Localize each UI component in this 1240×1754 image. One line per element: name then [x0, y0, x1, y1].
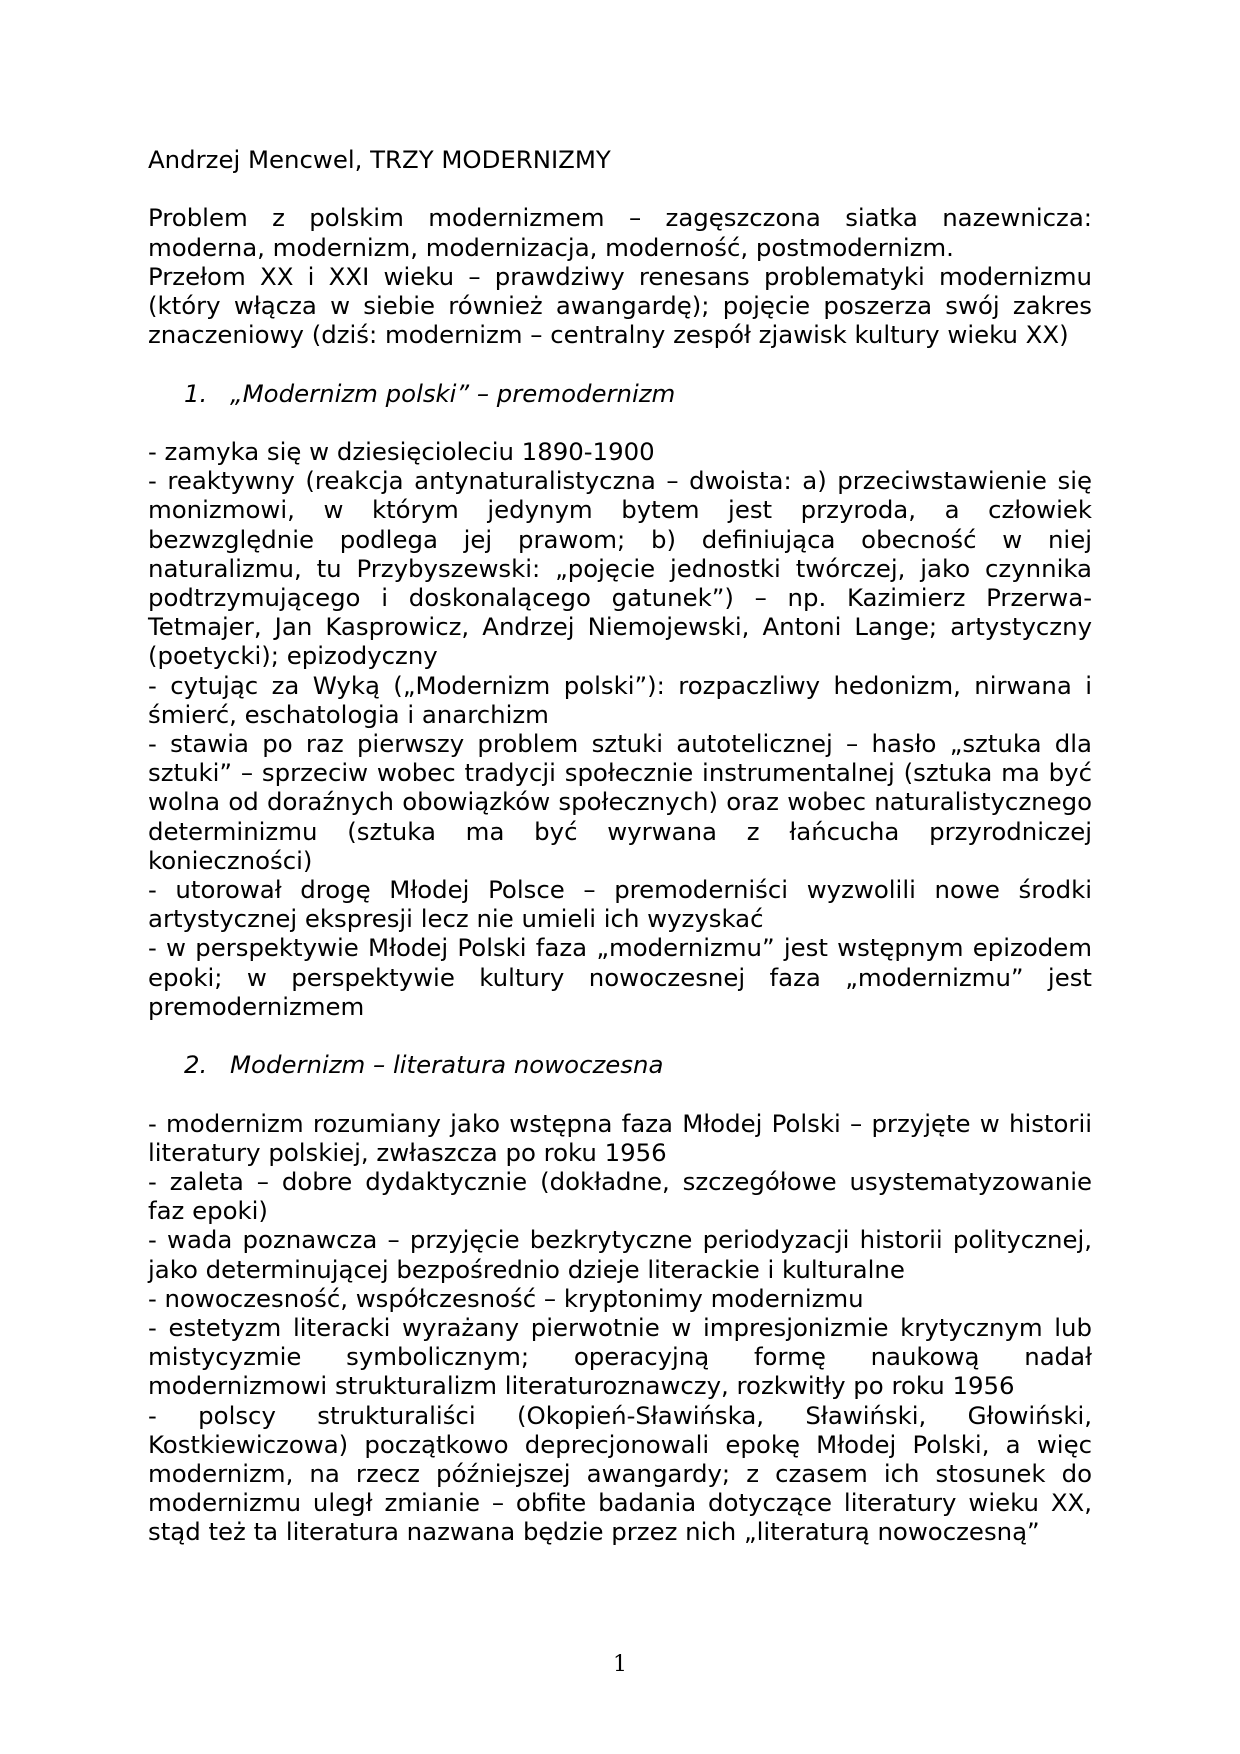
spacer	[148, 1021, 1092, 1050]
list-item: - nowoczesność, współczesność – kryptonimy modernizmu	[148, 1283, 864, 1313]
list-item: - utorował drogę Młodej Polsce – premoderniści wyzwolili nowe środki artystycznej ekspresji lecz nie umieli ich wyzyskać	[148, 875, 1092, 934]
section-number: 2.	[184, 1050, 208, 1080]
section-heading	[148, 1050, 1092, 1079]
spacer	[148, 349, 1092, 378]
section-heading	[148, 379, 1092, 408]
document-title: Andrzej Mencwel, TRZY MODERNIZMY	[148, 145, 611, 174]
list-item: - polscy strukturaliści (Okopień-Sławińska, Sławiński, Głowiński, Kostkiewiczowa) początkowo deprecjonowali epokę Młodej Polski, a więc modernizm, na rzecz późniejszej awangardy; z czasem ich stosunek do modernizmu uległ zmianie – obfite badania dotyczące literatury wieku XX, stąd też ta literatura nazwana będzie przez nich „literaturą nowoczesną”	[148, 1400, 1092, 1547]
list-item: - wada poznawcza – przyjęcie bezkrytyczne periodyzacji historii politycznej, jako determinującej bezpośrednio dzieje literackie i kulturalne	[148, 1225, 1092, 1284]
list-item: - cytując za Wyką („Modernizm polski”): rozpaczliwy hedonizm, nirwana i śmierć, eschatologia i anarchizm	[148, 670, 1092, 729]
list-item: - estetyzm literacki wyrażany pierwotnie w impresjonizmie krytycznym lub mistycyzmie symbolicznym; operacyjną formę naukową nadał modernizmowi strukturalizm literaturoznawczy, rozkwitły po roku 1956	[148, 1313, 1092, 1401]
section-number: 1.	[184, 378, 208, 408]
intro-paragraph: Problem z polskim modernizmem – zagęszczona siatka nazewnicza: moderna, modernizm, modernizacja, moderność, postmodernizm.	[148, 203, 1092, 262]
spacer	[148, 408, 1092, 437]
section-title: Modernizm – literatura nowoczesna	[230, 1050, 664, 1080]
list-item: - w perspektywie Młodej Polski faza „modernizmu” jest wstępnym epizodem epoki; w perspektywie kultury nowoczesnej faza „modernizmu” jest premodernizmem	[148, 933, 1092, 1021]
spacer	[148, 174, 1092, 203]
section-title: „Modernizm polski” – premodernizm	[230, 378, 676, 408]
page-number: 1	[613, 1652, 627, 1677]
spacer	[148, 1079, 1092, 1108]
list-item: - zaleta – dobre dydaktycznie (dokładne, szczegółowe usystematyzowanie faz epoki)	[148, 1167, 1092, 1226]
list-item: - modernizm rozumiany jako wstępna faza Młodej Polski – przyjęte w historii literatury polskiej, zwłaszcza po roku 1956	[148, 1108, 1092, 1167]
intro-paragraph: Przełom XX i XXI wieku – prawdziwy renesans problematyki modernizmu (który włącza w siebie również awangardę); pojęcie poszerza swój zakres znaczeniowy (dziś: modernizm – centralny zespół zjawisk kultury wieku XX)	[148, 261, 1092, 350]
list-item: - reaktywny (reakcja antynaturalistyczna – dwoista: a) przeciwstawienie się monizmowi, w którym jedynym bytem jest przyroda, a człowiek bezwzględnie podlega jej prawom; b) definiująca obecność w niej naturalizmu, tu Przybyszewski: „pojęcie jednostki twórczej, jako czynnika podtrzymującego i doskonalącego gatunek”) – np. Kazimierz Przerwa-Tetmajer, Jan Kasprowicz, Andrzej Niemojewski, Antoni Lange; artystyczny (poetycki); epizodyczny	[148, 466, 1092, 671]
list-item: - stawia po raz pierwszy problem sztuki autotelicznej – hasło „sztuka dla sztuki” – sprzeciw wobec tradycji społecznie instrumentalnej (sztuka ma być wolna od doraźnych obowiązków społecznych) oraz wobec naturalistycznego determinizmu (sztuka ma być wyrwana z łańcucha przyrodniczej konieczności)	[148, 729, 1092, 875]
document-page	[148, 145, 1092, 1547]
list-item: - zamyka się w dziesięcioleciu 1890-1900	[148, 436, 655, 466]
